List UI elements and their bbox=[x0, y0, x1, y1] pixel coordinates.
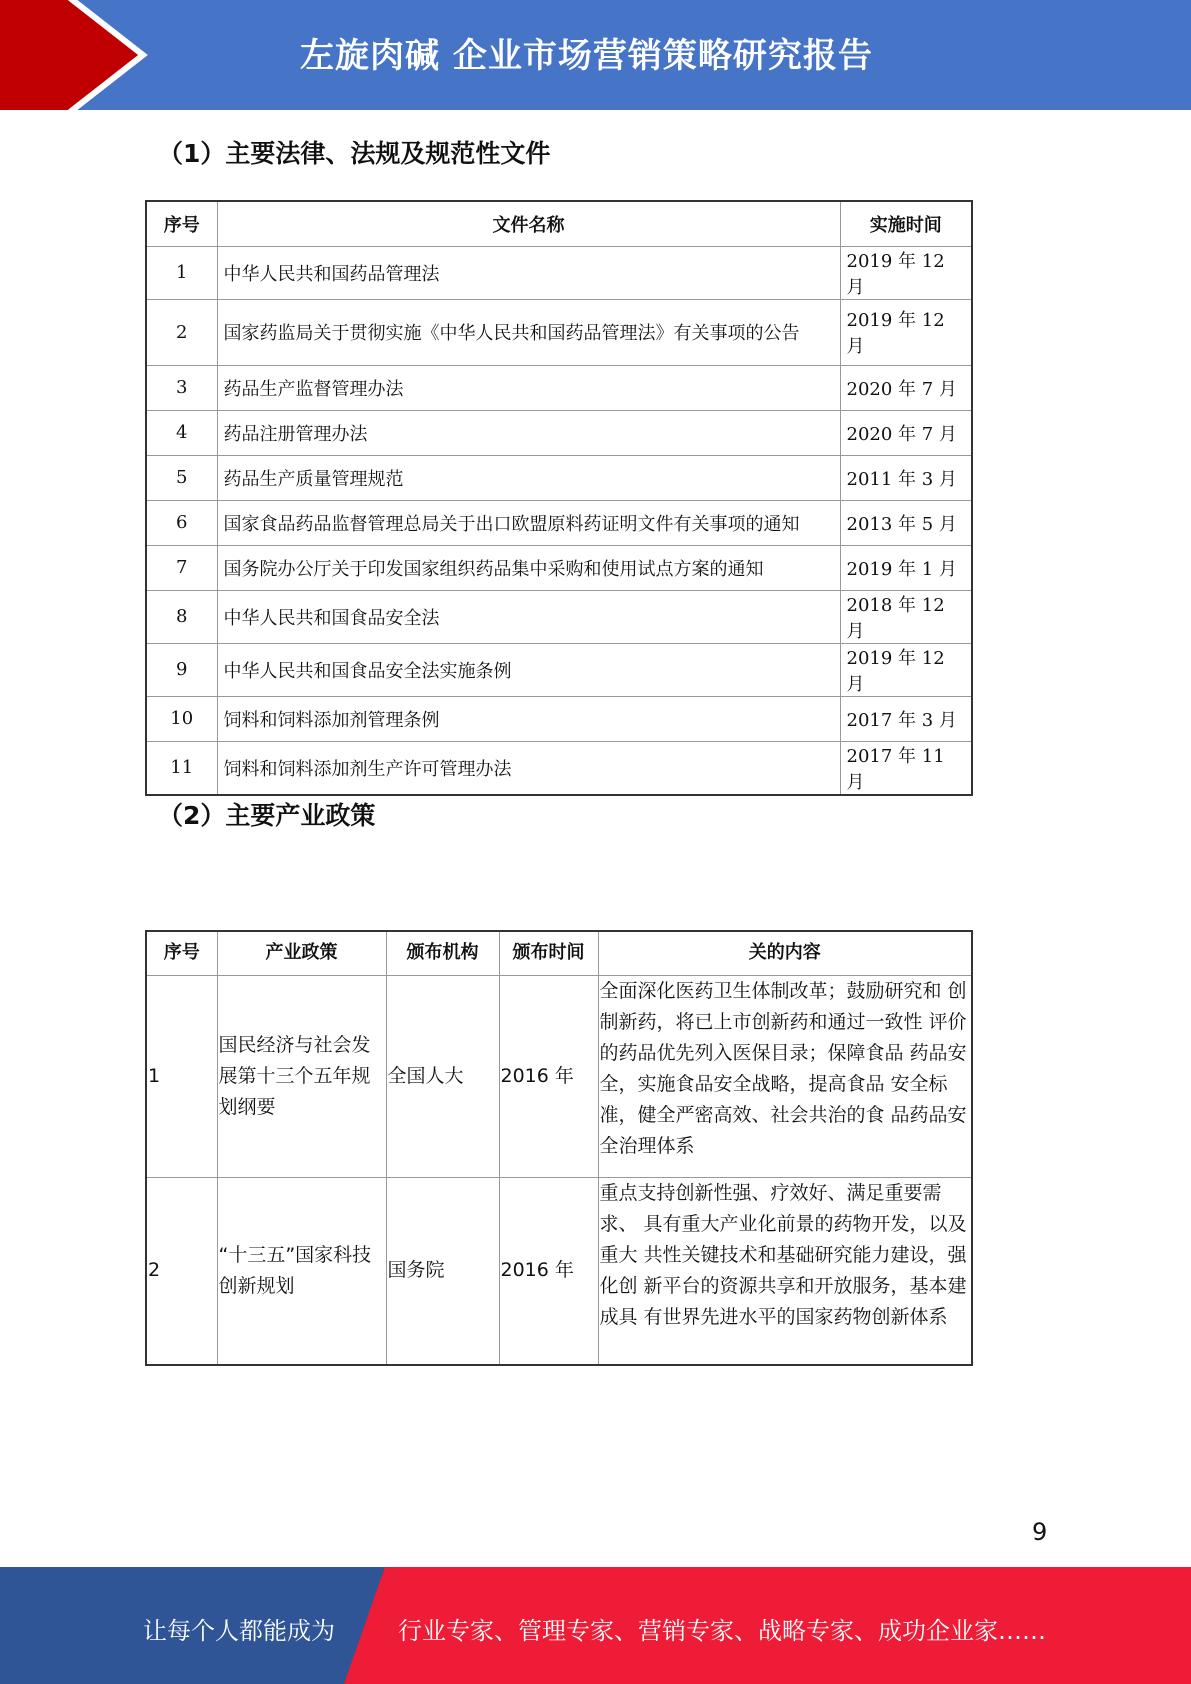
section1-heading: （1）主要法律、法规及规范性文件 bbox=[158, 139, 551, 168]
laws-table bbox=[145, 200, 973, 796]
row-number: 1 bbox=[146, 246, 217, 299]
row-number: 10 bbox=[146, 696, 217, 741]
col-header: 实施时间 bbox=[840, 201, 972, 246]
effective-date: 2017 年 3 月 bbox=[840, 696, 972, 741]
effective-date: 2020 年 7 月 bbox=[840, 365, 972, 410]
document-name: 饲料和饲料添加剂生产许可管理办法 bbox=[217, 741, 840, 795]
table-row bbox=[146, 299, 972, 365]
table-row bbox=[146, 410, 972, 455]
report-title: 左旋肉碱 企业市场营销策略研究报告 bbox=[300, 36, 873, 76]
table-row bbox=[146, 741, 972, 795]
document-name: 国家食品药品监督管理总局关于出口欧盟原料药证明文件有关事项的通知 bbox=[217, 500, 840, 545]
section2-heading: （2）主要产业政策 bbox=[158, 801, 376, 830]
table-row bbox=[146, 590, 972, 643]
row-number: 3 bbox=[146, 365, 217, 410]
col-header: 关的内容 bbox=[598, 931, 972, 975]
document-name: 药品生产质量管理规范 bbox=[217, 455, 840, 500]
policies-table bbox=[145, 930, 973, 1366]
table-row bbox=[146, 455, 972, 500]
issuing-body: 国务院 bbox=[386, 1177, 499, 1365]
page-number: 9 bbox=[1032, 1518, 1048, 1546]
page-footer bbox=[0, 1567, 1191, 1684]
effective-date: 2019 年 12 月 bbox=[840, 246, 972, 299]
table-row bbox=[146, 365, 972, 410]
document-name: 国务院办公厅关于印发国家组织药品集中采购和使用试点方案的通知 bbox=[217, 545, 840, 590]
col-header: 文件名称 bbox=[217, 201, 840, 246]
effective-date: 2018 年 12 月 bbox=[840, 590, 972, 643]
policy-content: 全面深化医药卫生体制改革；鼓励研究和 创制新药，将已上市创新药和通过一致性 评价的药品优先列入医保目录；保障食品 药品安全，实施食品安全战略，提高食品 安全标准，健全严密高效、社会共治的食 品药品安全治理体系 bbox=[598, 975, 972, 1177]
table-row bbox=[146, 246, 972, 299]
effective-date: 2017 年 11 月 bbox=[840, 741, 972, 795]
row-number: 11 bbox=[146, 741, 217, 795]
effective-date: 2019 年 12 月 bbox=[840, 299, 972, 365]
document-name: 国家药监局关于贯彻实施《中华人民共和国药品管理法》有关事项的公告 bbox=[217, 299, 840, 365]
row-number: 1 bbox=[146, 975, 217, 1177]
row-number: 9 bbox=[146, 643, 217, 696]
issue-date: 2016 年 bbox=[499, 975, 598, 1177]
table-row bbox=[146, 643, 972, 696]
table-row bbox=[146, 545, 972, 590]
effective-date: 2019 年 1 月 bbox=[840, 545, 972, 590]
effective-date: 2013 年 5 月 bbox=[840, 500, 972, 545]
policy-name: 国民经济与社会发展第十三个五年规划纲要 bbox=[217, 975, 386, 1177]
document-name: 饲料和饲料添加剂管理条例 bbox=[217, 696, 840, 741]
effective-date: 2019 年 12 月 bbox=[840, 643, 972, 696]
document-name: 中华人民共和国药品管理法 bbox=[217, 246, 840, 299]
row-number: 5 bbox=[146, 455, 217, 500]
effective-date: 2020 年 7 月 bbox=[840, 410, 972, 455]
footer-slogan-right: 行业专家、管理专家、营销专家、战略专家、成功企业家…… bbox=[398, 1617, 1046, 1645]
footer-slogan-left: 让每个人都能成为 bbox=[143, 1617, 335, 1645]
row-number: 4 bbox=[146, 410, 217, 455]
policy-content: 重点支持创新性强、疗效好、满足重要需求、 具有重大产业化前景的药物开发，以及重大 共性关键技术和基础研究能力建设，强化创 新平台的资源共享和开放服务，基本建成具 有世界先进水平的国家药物创新体系 bbox=[598, 1177, 972, 1365]
row-number: 2 bbox=[146, 1177, 217, 1365]
page-header bbox=[0, 0, 1191, 110]
table-row bbox=[146, 696, 972, 741]
row-number: 6 bbox=[146, 500, 217, 545]
row-number: 8 bbox=[146, 590, 217, 643]
policy-name: “十三五”国家科技创新规划 bbox=[217, 1177, 386, 1365]
col-header: 序号 bbox=[146, 931, 217, 975]
col-header: 颁布时间 bbox=[499, 931, 598, 975]
table-row bbox=[146, 500, 972, 545]
issue-date: 2016 年 bbox=[499, 1177, 598, 1365]
issuing-body: 全国人大 bbox=[386, 975, 499, 1177]
chevron-decoration-icon bbox=[0, 0, 160, 110]
table-row bbox=[146, 1177, 972, 1365]
row-number: 7 bbox=[146, 545, 217, 590]
document-name: 中华人民共和国食品安全法 bbox=[217, 590, 840, 643]
col-header: 颁布机构 bbox=[386, 931, 499, 975]
document-name: 中华人民共和国食品安全法实施条例 bbox=[217, 643, 840, 696]
table-row bbox=[146, 975, 972, 1177]
effective-date: 2011 年 3 月 bbox=[840, 455, 972, 500]
document-name: 药品注册管理办法 bbox=[217, 410, 840, 455]
row-number: 2 bbox=[146, 299, 217, 365]
col-header: 序号 bbox=[146, 201, 217, 246]
col-header: 产业政策 bbox=[217, 931, 386, 975]
document-name: 药品生产监督管理办法 bbox=[217, 365, 840, 410]
